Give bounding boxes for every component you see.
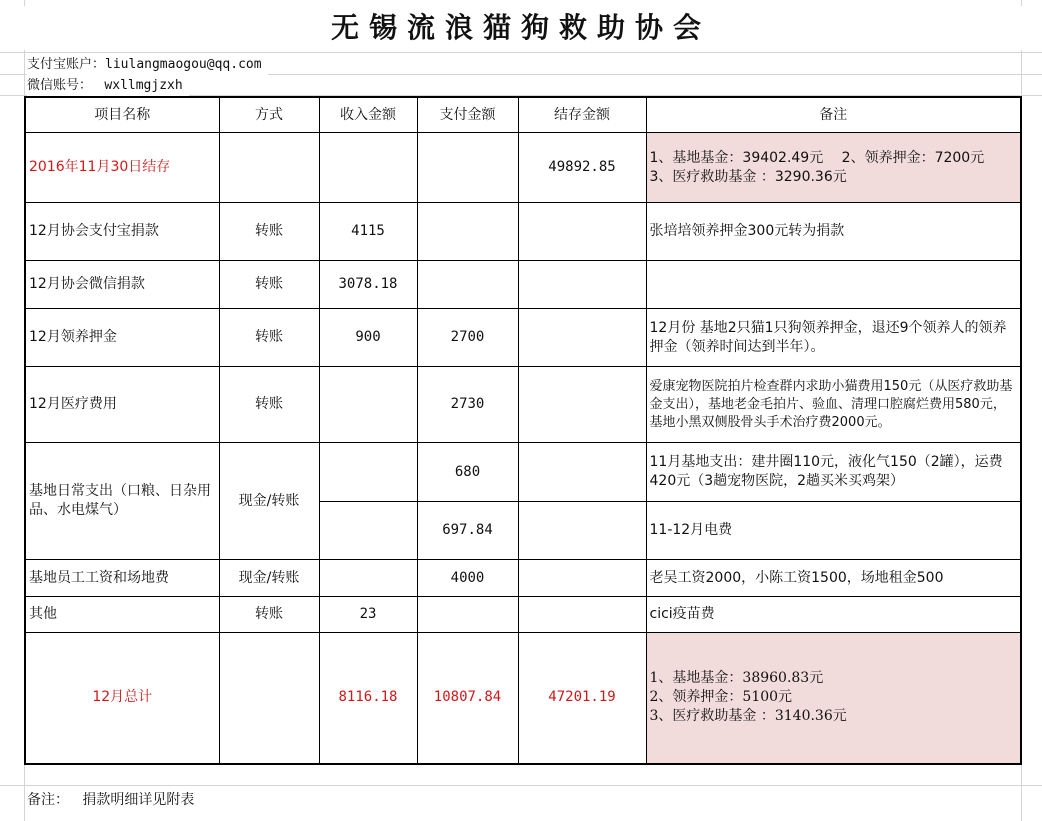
row-opening-balance[interactable]: 49892.85 xyxy=(518,133,646,203)
table-row xyxy=(25,367,1021,443)
row-adoption-note[interactable]: 12月份 基地2只猫1只狗领养押金，退还9个领养人的领养押金（领养时间达到半年）。 xyxy=(646,309,1021,367)
cell-empty[interactable] xyxy=(518,367,646,443)
cell-empty[interactable] xyxy=(417,597,518,633)
row-staff-expense[interactable]: 4000 xyxy=(417,560,518,597)
wechat-value: wxllmgjzxh xyxy=(104,78,183,93)
col-header-income: 收入金额 xyxy=(319,97,417,133)
cell-empty[interactable] xyxy=(319,133,417,203)
row-medical-name[interactable]: 12月医疗费用 xyxy=(25,367,219,443)
row-adoption-method[interactable]: 转账 xyxy=(219,309,319,367)
table-row xyxy=(25,633,1021,764)
alipay-account xyxy=(27,55,268,75)
cell-empty[interactable] xyxy=(417,133,518,203)
cell-empty[interactable] xyxy=(518,203,646,261)
row-daily-expense1[interactable]: 680 xyxy=(417,443,518,502)
row-medical-expense[interactable]: 2730 xyxy=(417,367,518,443)
cell-empty[interactable] xyxy=(319,443,417,502)
row-total-note[interactable] xyxy=(646,633,1021,764)
wechat-account xyxy=(27,76,189,96)
row-wechat-income[interactable]: 3078.18 xyxy=(319,261,417,309)
opening-note-line2: 3、医疗救助基金 ：3290.36元 xyxy=(649,168,847,185)
alipay-label: 支付宝账户： xyxy=(27,57,106,72)
page-title: 无锡流浪猫狗救助协会 xyxy=(0,6,1042,50)
col-header-name: 项目名称 xyxy=(25,97,219,133)
table-row xyxy=(25,597,1021,633)
row-alipay-note[interactable]: 张培培领养押金300元转为捐款 xyxy=(646,203,1021,261)
row-staff-method[interactable]: 现金/转账 xyxy=(219,560,319,597)
cell-empty[interactable] xyxy=(219,133,319,203)
row-adoption-expense[interactable]: 2700 xyxy=(417,309,518,367)
row-total-expense[interactable]: 10807.84 xyxy=(417,633,518,764)
cell-empty[interactable] xyxy=(518,560,646,597)
cell-empty[interactable] xyxy=(518,502,646,560)
row-total-income[interactable]: 8116.18 xyxy=(319,633,417,764)
cell-empty[interactable] xyxy=(518,597,646,633)
alipay-value: liulangmaogou@qq.com xyxy=(105,57,262,72)
wechat-label: 微信账号： xyxy=(27,78,93,93)
row-other-note[interactable]: cici疫苗费 xyxy=(646,597,1021,633)
row-adoption-income[interactable]: 900 xyxy=(319,309,417,367)
cell-empty[interactable] xyxy=(518,309,646,367)
cell-empty[interactable] xyxy=(417,203,518,261)
total-note-line1: 1、基地基金：38960.83元 xyxy=(649,670,824,687)
table-row xyxy=(25,560,1021,597)
cell-empty[interactable] xyxy=(219,633,319,764)
row-opening-name[interactable]: 2016年11月30日结存 xyxy=(25,133,219,203)
col-header-note: 备注 xyxy=(646,97,1021,133)
row-daily-note2[interactable]: 11-12月电费 xyxy=(646,502,1021,560)
table-row xyxy=(25,443,1021,502)
cell-empty[interactable] xyxy=(518,443,646,502)
row-opening-note[interactable] xyxy=(646,133,1021,203)
cell-empty[interactable] xyxy=(319,560,417,597)
row-wechat-name[interactable]: 12月协会微信捐款 xyxy=(25,261,219,309)
row-wechat-method[interactable]: 转账 xyxy=(219,261,319,309)
row-other-income[interactable]: 23 xyxy=(319,597,417,633)
row-adoption-name[interactable]: 12月领养押金 xyxy=(25,309,219,367)
table-row xyxy=(25,261,1021,309)
col-header-balance: 结存金额 xyxy=(518,97,646,133)
cell-empty[interactable] xyxy=(646,261,1021,309)
row-daily-expense2[interactable]: 697.84 xyxy=(417,502,518,560)
row-staff-note[interactable]: 老吴工资2000，小陈工资1500，场地租金500 xyxy=(646,560,1021,597)
table-row xyxy=(25,203,1021,261)
row-other-name[interactable]: 其他 xyxy=(25,597,219,633)
footer-note xyxy=(27,789,202,811)
cell-empty[interactable] xyxy=(319,502,417,560)
row-other-method[interactable]: 转账 xyxy=(219,597,319,633)
ledger-table xyxy=(24,96,1022,765)
cell-empty[interactable] xyxy=(319,367,417,443)
total-note-line3: 3、医疗救助基金 ：3140.36元 xyxy=(649,708,847,725)
row-medical-method[interactable]: 转账 xyxy=(219,367,319,443)
row-total-name[interactable]: 12月总计 xyxy=(25,633,219,764)
cell-empty[interactable] xyxy=(417,261,518,309)
row-daily-name[interactable]: 基地日常支出（口粮、日杂用品、水电煤气） xyxy=(25,443,219,560)
row-daily-note1[interactable]: 11月基地支出：建井圈110元，液化气150（2罐），运费420元（3趟宠物医院，2趟买米买鸡架） xyxy=(646,443,1021,502)
header-row xyxy=(25,97,1021,133)
row-alipay-name[interactable]: 12月协会支付宝捐款 xyxy=(25,203,219,261)
opening-note-line1: 1、基地基金：39402.49元 2、领养押金：7200元 xyxy=(649,149,985,166)
footer-text: 捐款明细详见附表 xyxy=(82,792,195,808)
col-header-method: 方式 xyxy=(219,97,319,133)
row-staff-name[interactable]: 基地员工工资和场地费 xyxy=(25,560,219,597)
row-medical-note[interactable]: 爱康宠物医院拍片检查群内求助小猫费用150元（从医疗救助基金支出），基地老金毛拍片、验血、清理口腔腐烂费用580元，基地小黑双侧股骨头手术治疗费2000元。 xyxy=(646,367,1021,443)
col-header-expense: 支付金额 xyxy=(417,97,518,133)
row-alipay-method[interactable]: 转账 xyxy=(219,203,319,261)
table-row xyxy=(25,133,1021,203)
cell-empty[interactable] xyxy=(518,261,646,309)
total-note-line2: 2、领养押金：5100元 xyxy=(649,689,793,706)
table-row xyxy=(25,309,1021,367)
row-daily-method[interactable]: 现金/转账 xyxy=(219,443,319,560)
row-total-balance[interactable]: 47201.19 xyxy=(518,633,646,764)
footer-label: 备注： xyxy=(27,792,69,808)
row-alipay-income[interactable]: 4115 xyxy=(319,203,417,261)
